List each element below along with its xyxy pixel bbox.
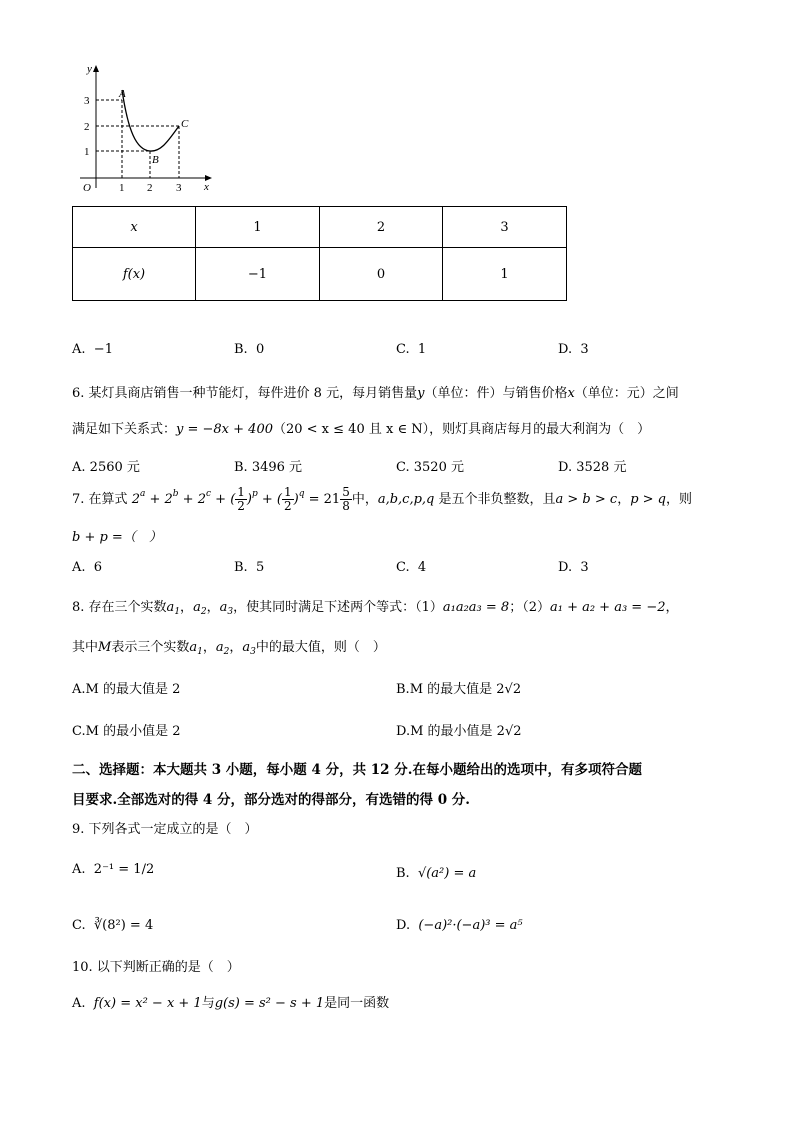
q9-option-a: A. 2⁻¹ = 1/2 — [72, 862, 155, 877]
q5-option-b: B. 0 — [234, 342, 265, 357]
q10-option-a: A. f(x) = x² − x + 1与g(s) = s² − s + 1是同一函数 — [72, 996, 390, 1011]
q9-stem: 9. 下列各式一定成立的是（ ） — [72, 822, 258, 837]
point-a-label: A — [119, 88, 126, 100]
y-tick-1: 1 — [84, 146, 90, 158]
q7-option-d: D. 3 — [558, 560, 589, 575]
table-row — [73, 207, 567, 248]
q6-option-b: B. 3496 元 — [234, 460, 303, 475]
q7-option-c: C. 4 — [396, 560, 427, 575]
q8-line2: 其中M表示三个实数$a_1$，$a_2$，$a_3$中的最大值，则（ ） — [72, 640, 386, 657]
table-header-cell: 2 — [320, 207, 443, 248]
q7-option-b: B. 5 — [234, 560, 265, 575]
section2-header-line1: 二、选择题：本大题共 3 小题，每小题 4 分，共 12 分.在每小题给出的选项中，有多项符合题 — [72, 762, 642, 778]
q6-option-a: A. 2560 元 — [72, 460, 140, 475]
q7-half-fraction-2: $\frac{1}{2}$ — [283, 485, 292, 513]
table-header-cell: 3 — [443, 207, 567, 248]
q9-option-d: D. (−a)²·(−a)³ = a⁵ — [396, 918, 523, 933]
y-tick-3: 3 — [84, 95, 90, 107]
q7-mixed-fraction: $\frac{5}{8}$ — [342, 485, 350, 513]
q5-option-a: A. −1 — [72, 342, 113, 357]
table-cell: 0 — [320, 248, 443, 301]
q6-line1: 6. 某灯具商店销售一种节能灯，每件进价 8 元，每月销售量y（单位：件）与销售价格x（单位：元）之间 — [72, 386, 679, 401]
q7-line1: 7. 在算式 $2^a + 2^b + 2^c$ + ( $\frac{1}{2}$ )$^p$ + ( $\frac{1}{2}$ )$^q$ = 21 $\frac{5}{8}$ 中，a,b,c,p,q 是五个非负整数，且a > b > c，p > q，则 — [72, 485, 693, 513]
table-header-cell: 1 — [196, 207, 320, 248]
x-tick-3: 3 — [176, 182, 182, 194]
x-tick-2: 2 — [147, 182, 153, 194]
value-table — [72, 206, 567, 301]
y-axis-label: y — [87, 63, 92, 75]
q8-option-d: D.M 的最小值是 2√2 — [396, 724, 522, 739]
y-axis-arrow — [93, 65, 99, 72]
x-tick-1: 1 — [119, 182, 125, 194]
origin-label: O — [83, 182, 91, 194]
q6-option-d: D. 3528 元 — [558, 460, 627, 475]
q8-option-a: A.M 的最大值是 2 — [72, 682, 181, 697]
q9-option-b: B. √(a²) = a — [396, 866, 477, 881]
q7-half-fraction: $\frac{1}{2}$ — [237, 485, 245, 513]
table-cell: −1 — [196, 248, 320, 301]
q5-option-c: C. 1 — [396, 342, 427, 357]
point-c-label: C — [181, 118, 189, 130]
y-tick-2: 2 — [84, 121, 90, 133]
point-b-label: B — [152, 154, 159, 166]
q6-line2: 满足如下关系式：y = −8x + 400（20 < x ≤ 40 且 x ∈ N），则灯具商店每月的最大利润为（ ） — [72, 422, 651, 437]
table-cell: 1 — [443, 248, 567, 301]
q7-line2: b + p =（ ） — [72, 530, 162, 545]
q8-option-c: C.M 的最小值是 2 — [72, 724, 181, 739]
q10-stem: 10. 以下判断正确的是（ ） — [72, 960, 240, 975]
table-header-cell: x — [73, 207, 196, 248]
q6-option-c: C. 3520 元 — [396, 460, 464, 475]
x-axis-label: x — [204, 181, 209, 193]
q9-option-c: C. ∛(8²) = 4 — [72, 918, 154, 933]
q8-line1: 8. 存在三个实数$a_1$，$a_2$，$a_3$，使其同时满足下述两个等式：（1）a₁a₂a₃ = 8；（2）a₁ + a₂ + a₃ = −2， — [72, 600, 679, 617]
table-row-label: f(x) — [73, 248, 196, 301]
q5-option-d: D. 3 — [558, 342, 589, 357]
function-curve — [122, 90, 179, 151]
section2-header-line2: 目要求.全部选对的得 4 分，部分选对的得部分，有选错的得 0 分. — [72, 792, 470, 808]
q7-option-a: A. 6 — [72, 560, 103, 575]
q8-option-b: B.M 的最大值是 2√2 — [396, 682, 522, 697]
table-row — [73, 248, 567, 301]
function-graph — [70, 60, 230, 200]
